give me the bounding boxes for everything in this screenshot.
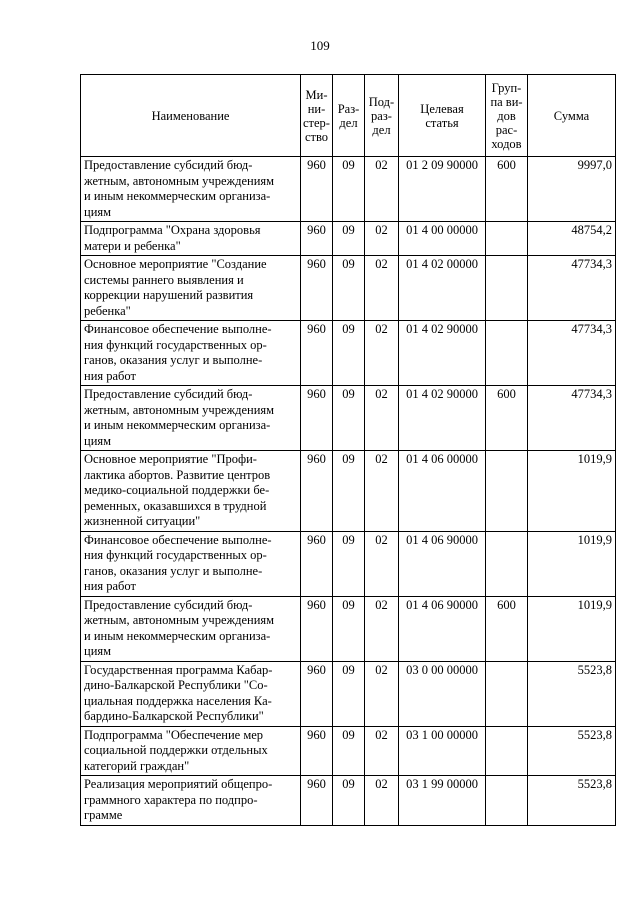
cell-ministry: 960 [301, 386, 333, 451]
cell-expense-group [486, 531, 528, 596]
cell-target-article: 03 1 00 00000 [399, 726, 486, 776]
cell-ministry: 960 [301, 531, 333, 596]
cell-subsection: 02 [365, 321, 399, 386]
table-row [81, 596, 616, 661]
cell-subsection: 02 [365, 386, 399, 451]
header-section: Раз- дел [333, 75, 365, 157]
cell-sum: 47734,3 [528, 256, 616, 321]
cell-expense-group [486, 776, 528, 826]
cell-section: 09 [333, 776, 365, 826]
table-row [81, 157, 616, 222]
budget-table [80, 74, 616, 826]
cell-expense-group: 600 [486, 157, 528, 222]
page-number: 109 [310, 38, 330, 53]
cell-section: 09 [333, 531, 365, 596]
cell-section: 09 [333, 222, 365, 256]
cell-sum: 48754,2 [528, 222, 616, 256]
cell-sum: 1019,9 [528, 451, 616, 532]
cell-expense-group [486, 661, 528, 726]
cell-target-article: 01 4 00 00000 [399, 222, 486, 256]
cell-sum: 1019,9 [528, 531, 616, 596]
cell-ministry: 960 [301, 451, 333, 532]
cell-target-article: 03 1 99 00000 [399, 776, 486, 826]
header-sum: Сумма [528, 75, 616, 157]
cell-target-article: 01 2 09 90000 [399, 157, 486, 222]
cell-sum: 5523,8 [528, 661, 616, 726]
cell-expense-group [486, 451, 528, 532]
table-row [81, 531, 616, 596]
cell-expense-group [486, 726, 528, 776]
cell-expense-group: 600 [486, 386, 528, 451]
cell-ministry: 960 [301, 157, 333, 222]
cell-section: 09 [333, 661, 365, 726]
cell-name: Реализация мероприятий общепро- граммного характера по подпро- грамме [81, 776, 301, 826]
cell-section: 09 [333, 596, 365, 661]
cell-target-article: 01 4 06 90000 [399, 531, 486, 596]
cell-subsection: 02 [365, 222, 399, 256]
header-subsection: Под- раз- дел [365, 75, 399, 157]
cell-target-article: 01 4 02 90000 [399, 386, 486, 451]
cell-name: Основное мероприятие "Профи- лактика абортов. Развитие центров медико-социальной поддержки бе- ременных, оказавшихся в трудной жизненной ситуации" [81, 451, 301, 532]
header-name: Наименование [81, 75, 301, 157]
cell-sum: 9997,0 [528, 157, 616, 222]
cell-section: 09 [333, 451, 365, 532]
header-expense-group: Груп- па ви- дов рас- ходов [486, 75, 528, 157]
cell-subsection: 02 [365, 256, 399, 321]
cell-section: 09 [333, 157, 365, 222]
cell-subsection: 02 [365, 726, 399, 776]
cell-subsection: 02 [365, 596, 399, 661]
cell-ministry: 960 [301, 726, 333, 776]
cell-expense-group: 600 [486, 596, 528, 661]
cell-target-article: 01 4 02 00000 [399, 256, 486, 321]
table-row [81, 222, 616, 256]
cell-target-article: 01 4 02 90000 [399, 321, 486, 386]
cell-name: Предоставление субсидий бюд- жетным, автономным учреждениям и иным некоммерческим организа- циям [81, 157, 301, 222]
cell-target-article: 01 4 06 90000 [399, 596, 486, 661]
cell-target-article: 01 4 06 00000 [399, 451, 486, 532]
cell-subsection: 02 [365, 661, 399, 726]
cell-name: Финансовое обеспечение выполне- ния функций государственных ор- ганов, оказания услуг и выполне- ния работ [81, 321, 301, 386]
cell-ministry: 960 [301, 596, 333, 661]
header-ministry: Ми- ни- стер- ство [301, 75, 333, 157]
table-row [81, 726, 616, 776]
cell-sum: 5523,8 [528, 726, 616, 776]
table-row [81, 321, 616, 386]
cell-name: Государственная программа Кабар- дино-Балкарской Республики "Со- циальная поддержка населения Ка- бардино-Балкарской Республики" [81, 661, 301, 726]
cell-name: Подпрограмма "Охрана здоровья матери и ребенка" [81, 222, 301, 256]
table-header-row [81, 75, 616, 157]
cell-ministry: 960 [301, 321, 333, 386]
cell-name: Предоставление субсидий бюд- жетным, автономным учреждениям и иным некоммерческим организа- циям [81, 596, 301, 661]
table-row [81, 386, 616, 451]
table-row [81, 661, 616, 726]
table-row [81, 256, 616, 321]
cell-sum: 47734,3 [528, 321, 616, 386]
cell-subsection: 02 [365, 451, 399, 532]
cell-section: 09 [333, 321, 365, 386]
cell-name: Финансовое обеспечение выполне- ния функций государственных ор- ганов, оказания услуг и выполне- ния работ [81, 531, 301, 596]
cell-name: Подпрограмма "Обеспечение мер социальной поддержки отдельных категорий граждан" [81, 726, 301, 776]
table-row [81, 776, 616, 826]
cell-name: Предоставление субсидий бюд- жетным, автономным учреждениям и иным некоммерческим организа- циям [81, 386, 301, 451]
cell-expense-group [486, 222, 528, 256]
cell-sum: 5523,8 [528, 776, 616, 826]
header-target-article: Целевая статья [399, 75, 486, 157]
cell-sum: 47734,3 [528, 386, 616, 451]
cell-subsection: 02 [365, 157, 399, 222]
cell-subsection: 02 [365, 531, 399, 596]
cell-expense-group [486, 321, 528, 386]
cell-sum: 1019,9 [528, 596, 616, 661]
cell-ministry: 960 [301, 661, 333, 726]
cell-expense-group [486, 256, 528, 321]
cell-subsection: 02 [365, 776, 399, 826]
cell-name: Основное мероприятие "Создание системы раннего выявления и коррекции нарушений развития ребенка" [81, 256, 301, 321]
cell-section: 09 [333, 726, 365, 776]
cell-ministry: 960 [301, 776, 333, 826]
cell-section: 09 [333, 386, 365, 451]
table-row [81, 451, 616, 532]
cell-target-article: 03 0 00 00000 [399, 661, 486, 726]
cell-ministry: 960 [301, 222, 333, 256]
cell-ministry: 960 [301, 256, 333, 321]
cell-section: 09 [333, 256, 365, 321]
